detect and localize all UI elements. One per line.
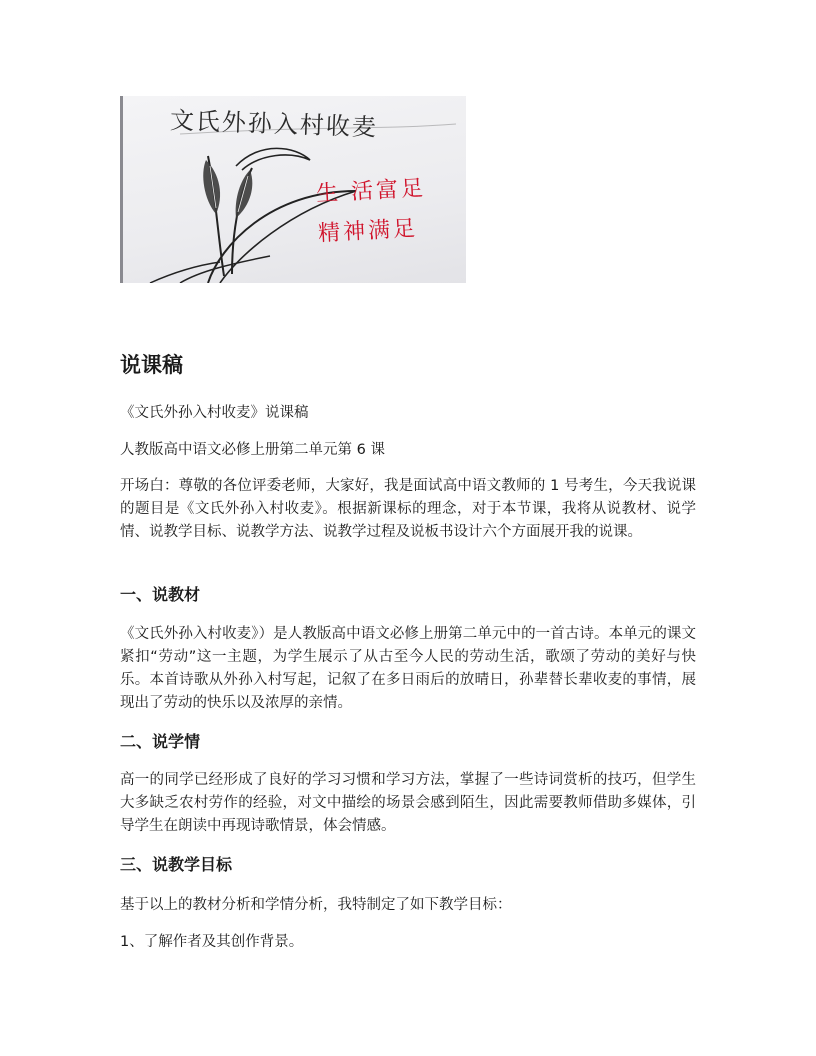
- blackboard-photo: [120, 96, 466, 283]
- section-heading-textbook: 一、说教材: [120, 585, 201, 604]
- textbook-paragraph: 《文氏外孙入村收麦》）是人教版高中语文必修上册第二单元中的一首古诗。本单元的课文紧扣“劳动”这一主题，为学生展示了从古至今人民的劳动生活，歌颂了劳动的美好与快乐。本首诗歌从外孙入村写起，记叙了在多日雨后的放晴日，孙辈替长辈收麦的事情，展现出了劳动的快乐以及浓厚的亲情。: [120, 626, 696, 711]
- board-red-line-1: 生 活富足: [315, 176, 427, 207]
- goals-intro: 基于以上的教材分析和学情分析，我特制定了如下教学目标：: [120, 897, 512, 913]
- board-red-line-2: 精神满足: [317, 216, 419, 247]
- board-title: 文氏外孙入村收麦: [169, 106, 379, 142]
- subtitle: 《文氏外孙入村收麦》说课稿: [120, 405, 309, 421]
- goal-item-1: 1、了解作者及其创作背景。: [120, 934, 304, 950]
- course-info: 人教版高中语文必修上册第二单元第 6 课: [120, 442, 385, 458]
- intro-paragraph: 开场白：尊敬的各位评委老师，大家好，我是面试高中语文教师的 1 号考生，今天我说课的题目是《文氏外孙入村收麦》。根据新课标的理念，对于本节课，我将从说教材、说学情、说教学目标、说教学方法、说教学过程及说板书设计六个方面展开我的说课。: [120, 478, 696, 540]
- section-heading-students: 二、说学情: [120, 732, 201, 751]
- page-title: 说课稿: [120, 353, 183, 377]
- students-paragraph: 高一的同学已经形成了良好的学习习惯和学习方法，掌握了一些诗词赏析的技巧，但学生大多缺乏农村劳作的经验，对文中描绘的场景会感到陌生，因此需要教师借助多媒体，引导学生在朗读中再现诗歌情景，体会情感。: [120, 772, 696, 834]
- section-heading-goals: 三、说教学目标: [120, 855, 233, 874]
